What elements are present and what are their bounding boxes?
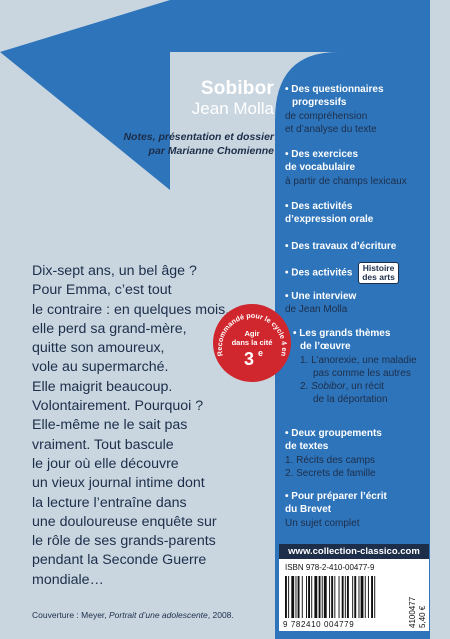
product-code: 4100477 [408,596,417,628]
summary-line: le jour où elle découvre [32,455,179,472]
feature-grands-themes: • Les grands thèmes de l’œuvre 1. L’anorexie, une maladie pas comme les autres 2. Sobibor, un récit de la déportation [293,328,417,406]
product-code-price [406,570,428,630]
badge-line-1: Agir [244,329,260,338]
cover-credit: Couverture : Meyer, Portrait d’une adolescente, 2008. [32,610,234,620]
website-url[interactable]: www.collection-classico.com [279,544,429,559]
feature-expression-orale: • Des activités d’expression orale [285,201,374,226]
summary-line: pendant la Seconde Guerre [32,552,207,569]
book-title: Sobibor [200,78,274,99]
badge-arc-text: Recommandé pour le cycle 4 en [214,310,290,358]
feature-interview: • Une interview de Jean Molla [285,291,357,316]
book-author: Jean Molla [191,99,274,118]
summary-line: mondiale… [32,571,104,588]
summary-line: Pour Emma, c’est tout [32,282,172,299]
summary-line: Elle maigrit beaucoup. [32,378,173,395]
badge-level: 3 [243,349,255,369]
notes-credit [74,130,274,158]
recommendation-badge [212,303,292,383]
barcode-icon [285,576,405,618]
summary-line: le contraire : en quelques mois, [32,301,230,318]
summary-line: Dix-sept ans, un bel âge ? [32,263,197,279]
feature-histoire-arts: • Des activités Histoire des arts [285,262,399,284]
feature-questionnaires: • Des questionnaires progressifs de compréhension et d’analyse du texte [285,84,384,135]
summary-line: elle perd sa grand-mère, [32,320,187,337]
summary-line: le rôle de ses grands-parents [32,533,216,550]
price: 5,40 € [418,605,427,628]
summary-line: Elle-même ne le sait pas [32,417,188,434]
summary-line: Volontairement. Pourquoi ? [32,398,204,415]
summary-line: un vieux journal intime dont [32,475,205,492]
notes-line-2: par Marianne Chomienne [148,145,274,157]
histoire-des-arts-badge: Histoire des arts [358,262,399,284]
summary-line: vole au supermarché. [32,359,169,376]
summary-line: une douloureuse enquête sur [32,513,217,530]
feature-vocabulaire: • Des exercices de vocabulaire à partir de champs lexicaux [285,149,407,187]
feature-groupements: • Deux groupements de textes 1. Récits des camps 2. Secrets de famille [285,428,382,479]
feature-ecriture: • Des travaux d’écriture [285,241,397,252]
feature-brevet: • Pour préparer l’écrit du Brevet Un sujet complet [285,491,387,529]
badge-line-2: dans la cité [231,338,273,347]
summary-line: quitte son amoureux, [32,340,165,357]
barcode-number: 9 782410 004779 [283,620,355,629]
summary-text [32,262,229,590]
summary-line: la lecture l’entraîne dans [32,494,187,511]
summary-line: vraiment. Tout bascule [32,436,174,453]
badge-level-sup: e [258,348,264,358]
notes-line-1: Notes, présentation et dossier [123,131,274,143]
isbn-text: ISBN 978-2-410-00477-9 [285,563,375,572]
